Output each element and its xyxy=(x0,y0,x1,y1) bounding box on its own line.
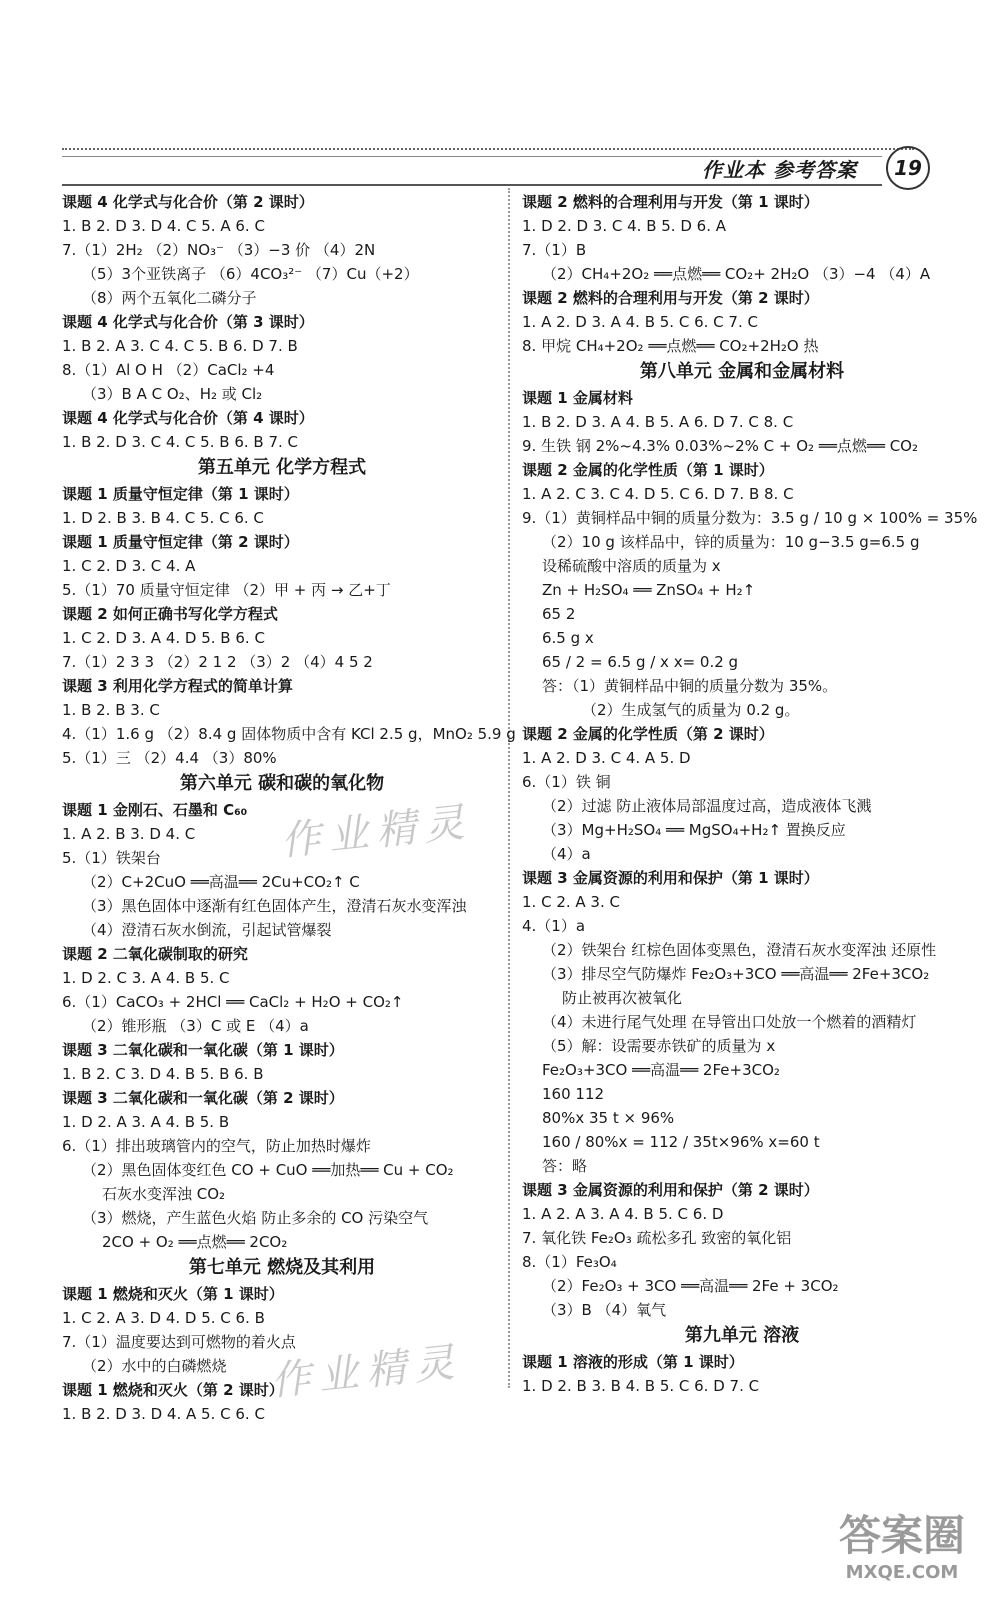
lesson-heading: 课题 4 化学式与化合价（第 3 课时） xyxy=(62,313,314,331)
answer-line: 1. C 2. D 3. C 4. A xyxy=(62,557,196,575)
lesson-heading: 课题 1 金刚石、石墨和 C₆₀ xyxy=(62,801,248,819)
answer-line: （2）锥形瓶 （3）C 或 E （4）a xyxy=(82,1017,309,1035)
answer-line: 7.（1）温度要达到可燃物的着火点 xyxy=(62,1333,296,1351)
answer-line: （2）过滤 防止液体局部温度过高，造成液体飞溅 xyxy=(542,797,872,815)
answer-line: 答：略 xyxy=(542,1157,588,1175)
answer-line: Zn + H₂SO₄ ══ ZnSO₄ + H₂↑ xyxy=(542,581,756,599)
lesson-heading: 课题 2 金属的化学性质（第 1 课时） xyxy=(522,461,774,479)
answer-line: 1. D 2. B 3. B 4. B 5. C 6. D 7. C xyxy=(522,1377,760,1395)
lesson-heading: 课题 3 金属资源的利用和保护（第 1 课时） xyxy=(522,869,819,887)
unit-heading: 第八单元 金属和金属材料 xyxy=(639,361,845,382)
lesson-heading: 课题 2 燃料的合理利用与开发（第 2 课时） xyxy=(522,289,819,307)
answer-line: 6.（1）CaCO₃ + 2HCl ══ CaCl₂ + H₂O + CO₂↑ xyxy=(62,993,404,1011)
watermark: 作业精灵 xyxy=(278,799,475,865)
right-answer-column xyxy=(522,190,978,1398)
lesson-heading: 课题 3 二氧化碳和一氧化碳（第 1 课时） xyxy=(62,1041,344,1059)
lesson-heading: 课题 1 质量守恒定律（第 2 课时） xyxy=(62,533,299,551)
answer-line: 7.（1）2 3 3 （2）2 1 2 （3）2 （4）4 5 2 xyxy=(62,653,373,671)
answer-line: 1. C 2. D 3. A 4. D 5. B 6. C xyxy=(62,629,265,647)
answer-line: 65 / 2 = 6.5 g / x x= 0.2 g xyxy=(542,653,739,671)
lesson-heading: 课题 2 二氧化碳制取的研究 xyxy=(62,945,248,963)
answer-line: 1. C 2. A 3. D 4. D 5. C 6. B xyxy=(62,1309,265,1327)
lesson-heading: 课题 1 溶液的形成（第 1 课时） xyxy=(522,1353,744,1371)
unit-heading: 第七单元 燃烧及其利用 xyxy=(188,1257,376,1278)
watermark: 作业精灵 xyxy=(268,1339,465,1405)
page-number: 19 xyxy=(894,156,922,180)
answer-line: 9.（1）黄铜样品中铜的质量分数为：3.5 g / 10 g × 100% = 35% xyxy=(522,509,978,527)
site-logo xyxy=(822,1510,982,1594)
answer-line: 1. B 2. D 3. C 4. C 5. B 6. B 7. C xyxy=(62,433,299,451)
answer-line: （2）铁架台 红棕色固体变黑色，澄清石灰水变浑浊 还原性 xyxy=(542,941,937,959)
lesson-heading: 课题 2 燃料的合理利用与开发（第 1 课时） xyxy=(522,193,819,211)
column-divider xyxy=(508,188,510,1388)
answer-line: 6.5 g x xyxy=(542,629,594,647)
answer-line: （3）Mg+H₂SO₄ ══ MgSO₄+H₂↑ 置换反应 xyxy=(542,821,846,839)
answer-line: 1. D 2. B 3. B 4. C 5. C 6. C xyxy=(62,509,264,527)
answer-line: （3）黑色固体中逐渐有红色固体产生，澄清石灰水变浑浊 xyxy=(82,897,467,915)
answer-line: （2）10 g 该样品中，锌的质量为：10 g−3.5 g=6.5 g xyxy=(542,533,920,551)
answer-line: （2）CH₄+2O₂ ══点燃══ CO₂+ 2H₂O （3）−4 （4）A xyxy=(542,265,931,283)
answer-line: （3）排尽空气防爆炸 Fe₂O₃+3CO ══高温══ 2Fe+3CO₂ xyxy=(542,965,930,983)
logo-url-text: MXQE.COM xyxy=(845,1562,959,1583)
header-title: 作业本 参考答案 xyxy=(702,158,857,182)
answer-line: 1. B 2. D 3. A 4. B 5. A 6. D 7. C 8. C xyxy=(522,413,794,431)
answer-line: 160 / 80%x = 112 / 35t×96% x=60 t xyxy=(542,1133,820,1151)
page-number-badge xyxy=(886,146,930,190)
answer-line: （2）水中的白磷燃烧 xyxy=(82,1357,227,1375)
answer-line: 9. 生铁 钢 2%~4.3% 0.03%~2% C + O₂ ══点燃══ CO₂ xyxy=(522,437,918,455)
lesson-heading: 课题 1 燃烧和灭火（第 2 课时） xyxy=(62,1381,284,1399)
answer-line: 1. A 2. C 3. C 4. D 5. C 6. D 7. B 8. C xyxy=(522,485,794,503)
answer-line: （8）两个五氧化二磷分子 xyxy=(82,289,257,307)
answer-line: 1. D 2. A 3. A 4. B 5. B xyxy=(62,1113,230,1131)
answer-line: Fe₂O₃+3CO ══高温══ 2Fe+3CO₂ xyxy=(542,1061,780,1079)
answer-line: 1. B 2. A 3. C 4. C 5. B 6. D 7. B xyxy=(62,337,298,355)
lesson-heading: 课题 2 如何正确书写化学方程式 xyxy=(62,605,278,623)
answer-line: 7. 氧化铁 Fe₂O₃ 疏松多孔 致密的氧化铝 xyxy=(522,1229,792,1247)
answer-line: 1. A 2. D 3. C 4. A 5. D xyxy=(522,749,691,767)
answer-line: 1. D 2. C 3. A 4. B 5. C xyxy=(62,969,230,987)
unit-heading: 第五单元 化学方程式 xyxy=(197,457,367,478)
header-dotted-rule xyxy=(62,148,914,150)
answer-line: 1. C 2. A 3. C xyxy=(522,893,620,911)
lesson-heading: 课题 2 金属的化学性质（第 2 课时） xyxy=(522,725,774,743)
answer-line: 1. B 2. D 3. D 4. A 5. C 6. C xyxy=(62,1405,265,1423)
answer-line: 1. B 2. B 3. C xyxy=(62,701,160,719)
answer-line: 1. A 2. B 3. D 4. C xyxy=(62,825,196,843)
answer-line: 设稀硫酸中溶质的质量为 x xyxy=(542,557,721,575)
lesson-heading: 课题 1 燃烧和灭火（第 1 课时） xyxy=(62,1285,284,1303)
unit-heading: 第九单元 溶液 xyxy=(684,1325,800,1346)
answer-line: （2）黑色固体变红色 CO + CuO ══加热══ Cu + CO₂ xyxy=(82,1161,454,1179)
answer-line: 4.（1）1.6 g （2）8.4 g 固体物质中含有 KCl 2.5 g，MnO₂ 5.9 g xyxy=(62,725,516,743)
answer-line: 8.（1）Al O H （2）CaCl₂ +4 xyxy=(62,361,275,379)
lesson-heading: 课题 3 金属资源的利用和保护（第 2 课时） xyxy=(522,1181,819,1199)
lesson-heading: 课题 3 二氧化碳和一氧化碳（第 2 课时） xyxy=(62,1089,344,1107)
answer-line: 1. D 2. D 3. C 4. B 5. D 6. A xyxy=(522,217,726,235)
answer-line: 7.（1）B xyxy=(522,241,587,259)
lesson-heading: 课题 4 化学式与化合价（第 2 课时） xyxy=(62,193,314,211)
answer-line: （4）澄清石灰水倒流，引起试管爆裂 xyxy=(82,921,332,939)
answer-line: 石灰水变浑浊 CO₂ xyxy=(102,1185,226,1203)
answer-line: 5.（1）三 （2）4.4 （3）80% xyxy=(62,749,277,767)
answer-line: 4.（1）a xyxy=(522,917,586,935)
answer-line: 8. 甲烷 CH₄+2O₂ ══点燃══ CO₂+2H₂O 热 xyxy=(522,337,819,355)
answer-line: 答：（1）黄铜样品中铜的质量分数为 35%。 xyxy=(542,677,838,695)
lesson-heading: 课题 3 利用化学方程式的简单计算 xyxy=(62,677,293,695)
answer-line: （5）3个亚铁离子 （6）4CO₃²⁻ （7）Cu（+2） xyxy=(82,265,419,283)
answer-line: 80%x 35 t × 96% xyxy=(542,1109,675,1127)
answer-line: 5.（1）铁架台 xyxy=(62,849,161,867)
answer-line: 1. B 2. D 3. D 4. C 5. A 6. C xyxy=(62,217,265,235)
answer-line: （2）生成氢气的质量为 0.2 g。 xyxy=(582,701,800,719)
answer-line: （3）燃烧，产生蓝色火焰 防止多余的 CO 污染空气 xyxy=(82,1209,429,1227)
answer-line: （5）解：设需要赤铁矿的质量为 x xyxy=(542,1037,776,1055)
answer-line: 1. A 2. D 3. A 4. B 5. C 6. C 7. C xyxy=(522,313,758,331)
logo-main-text: 答案圈 xyxy=(838,1511,965,1560)
answer-line: （2）Fe₂O₃ + 3CO ══高温══ 2Fe + 3CO₂ xyxy=(542,1277,839,1295)
lesson-heading: 课题 1 金属材料 xyxy=(522,389,633,407)
answer-line: 7.（1）2H₂ （2）NO₃⁻ （3）−3 价 （4）2N xyxy=(62,241,376,259)
answer-line: 1. A 2. A 3. A 4. B 5. C 6. D xyxy=(522,1205,724,1223)
lesson-heading: 课题 4 化学式与化合价（第 4 课时） xyxy=(62,409,314,427)
answer-line: 5.（1）70 质量守恒定律 （2）甲 + 丙 → 乙+丁 xyxy=(62,581,391,599)
unit-heading: 第六单元 碳和碳的氧化物 xyxy=(179,773,385,794)
answer-line: 2CO + O₂ ══点燃══ 2CO₂ xyxy=(102,1233,288,1251)
answer-line: （3）B （4）氧气 xyxy=(542,1301,667,1319)
answer-line: （4）a xyxy=(542,845,591,863)
answer-line: 6.（1）铁 铜 xyxy=(522,773,611,791)
answer-line: （4）未进行尾气处理 在导管出口处放一个燃着的酒精灯 xyxy=(542,1013,917,1031)
answer-line: 1. B 2. C 3. D 4. B 5. B 6. B xyxy=(62,1065,264,1083)
answer-line: 防止被再次被氧化 xyxy=(562,989,683,1007)
lesson-heading: 课题 1 质量守恒定律（第 1 课时） xyxy=(62,485,299,503)
answer-line: （2）C+2CuO ══高温══ 2Cu+CO₂↑ C xyxy=(82,873,360,891)
answer-line: 65 2 xyxy=(542,605,576,623)
answer-line: 160 112 xyxy=(542,1085,605,1103)
answer-line: （3）B A C O₂、H₂ 或 Cl₂ xyxy=(82,385,263,403)
header-underline xyxy=(62,184,882,186)
answer-line: 6.（1）排出玻璃管内的空气，防止加热时爆炸 xyxy=(62,1137,371,1155)
answer-line: 8.（1）Fe₃O₄ xyxy=(522,1253,617,1271)
